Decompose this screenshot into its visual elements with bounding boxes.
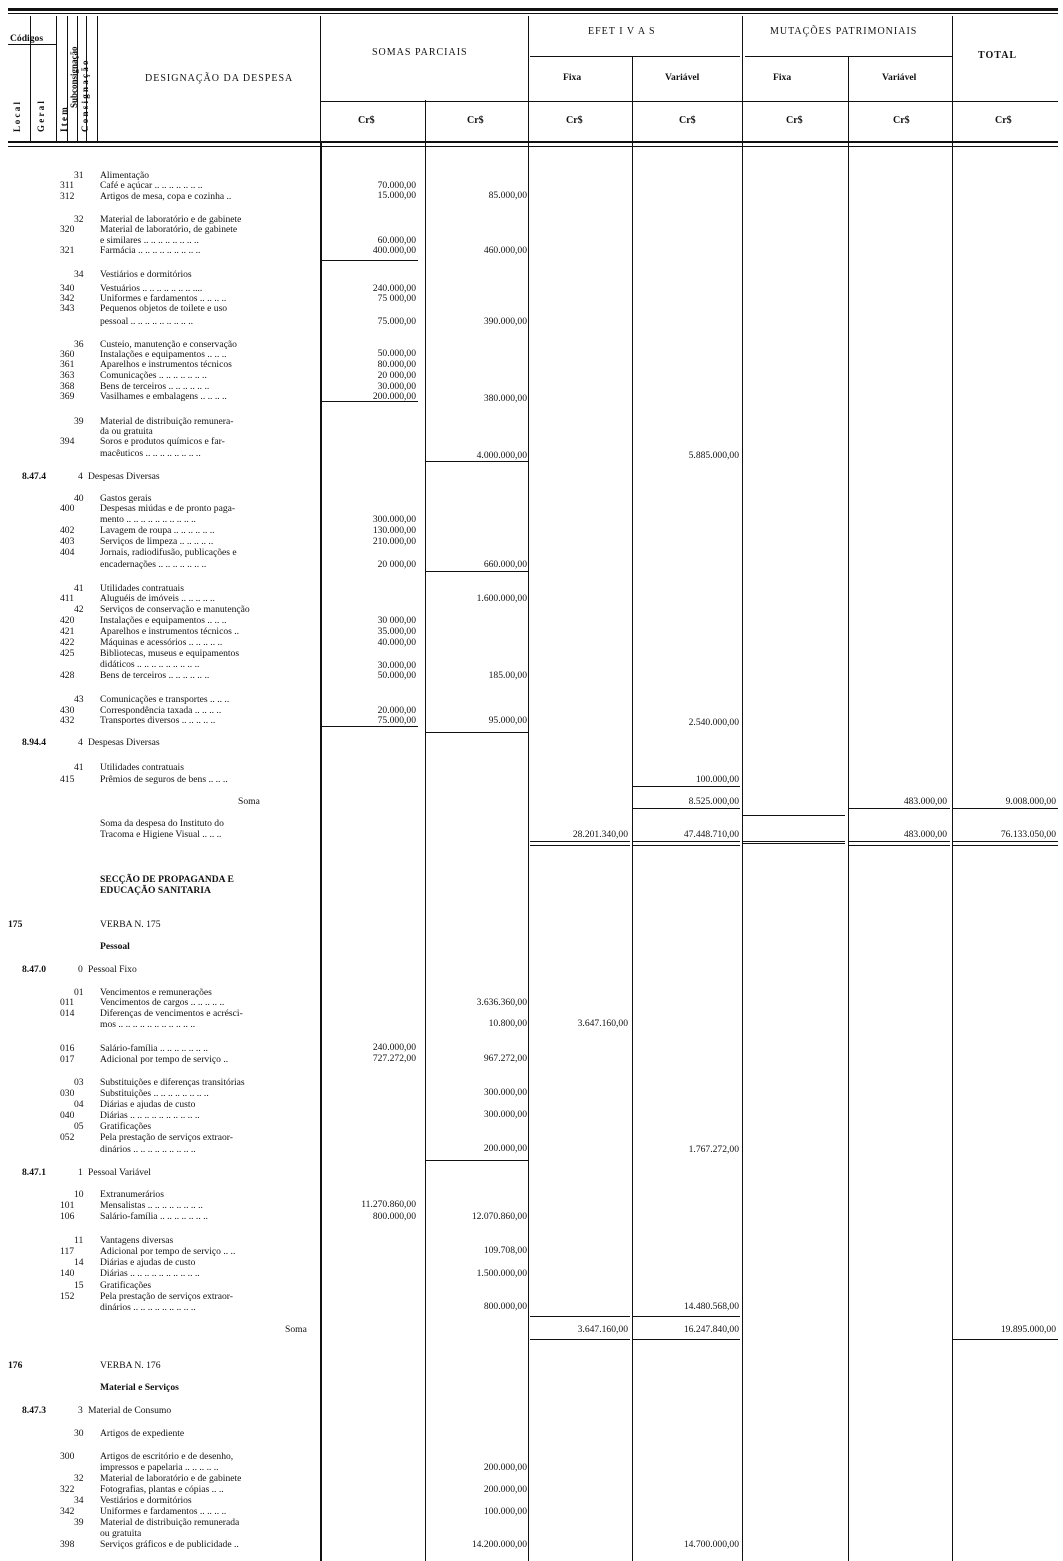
column-line [742,16,743,1561]
code-item: 420 [60,615,75,626]
partial-sum-1: 30.000,00 [377,660,416,671]
code-subconsignacao: 4 [78,471,83,482]
expense-description: Gratificações [100,1280,152,1291]
header-bottom-rule [8,141,1058,143]
expense-description: Vasilhames e embalagens .. .. .. .. [100,391,227,402]
partial-sum-2: 4.000.000,00 [476,450,527,461]
top-border [8,8,1058,11]
code-item: 428 [60,670,75,681]
expense-description: dinários .. .. .. .. .. .. .. .. .. [100,1302,196,1313]
expense-description: SECÇÃO DE PROPAGANDA E [100,874,234,885]
code-item: 361 [60,359,75,370]
expense-description: Soros e produtos químicos e far- [100,436,225,447]
efetiva-fixa-value: 3.647.160,00 [577,1324,628,1335]
code-item: 140 [60,1268,75,1279]
subtotal-rule [320,260,418,261]
partial-sum-1: 30.000,00 [377,381,416,392]
expense-description: Uniformes e fardamentos .. .. .. .. [100,1506,227,1517]
code-local: 8.47.3 [22,1405,46,1416]
code-item: 425 [60,648,75,659]
partial-sum-1: 75.000,00 [377,316,416,327]
currency-somas-1: Cr$ [358,115,375,126]
code-item: 368 [60,381,75,392]
designacao-right-line [320,141,322,1561]
partial-sum-2: 3.636.360,00 [476,997,527,1008]
partial-sum-1: 70.000,00 [377,180,416,191]
partial-sum-1: 15.000,00 [377,190,416,201]
mutacao-variavel-value: 483.000,00 [903,829,947,840]
subtotal-rule [952,845,1058,846]
code-item: 342 [60,293,75,304]
subtotal-rule [425,571,528,572]
code-item: 011 [60,997,75,1008]
expense-description: Adicional por tempo de serviço .. .. [100,1246,236,1257]
total-value: 76.133.050,00 [1000,829,1056,840]
partial-sum-1: 20.000,00 [377,705,416,716]
expense-description: EDUCAÇÃO SANITARIA [100,885,211,896]
header-bottom-rule-inner [8,146,1058,147]
expense-description: Diárias e ajudas de custo [100,1099,196,1110]
code-item: 030 [60,1088,75,1099]
expense-description: Lavagem de roupa .. .. .. .. .. .. [100,525,215,536]
partial-sum-1: 60.000,00 [377,235,416,246]
code-item: 400 [60,503,75,514]
efetiva-variavel-value: 5.885.000,00 [688,450,739,461]
mutacoes-label: MUTAÇÕES PATRIMONIAIS [770,26,918,37]
partial-sum-2: 95.000,00 [488,715,527,726]
code-item: 404 [60,547,75,558]
subtotal-rule [742,843,845,844]
code-item: 312 [60,191,75,202]
designacao-label: DESIGNAÇÃO DA DESPESA [145,73,294,84]
partial-sum-2: 660.000,00 [483,559,527,570]
partial-sum-1: 400.000,00 [372,245,416,256]
expense-description: Jornais, radiodifusão, publicações e [100,547,237,558]
subtotal-rule [320,726,418,727]
code-item: 363 [60,370,75,381]
expense-description: Vencimentos e remunerações [100,987,212,998]
expense-description: Salário-família .. .. .. .. .. .. .. [100,1043,208,1054]
code-subconsignacao: 36 [74,339,84,350]
section-heading: Pessoal Variável [88,1167,151,1178]
efetiva-variavel-value: 100.000,00 [695,774,739,785]
code-local: 8.47.4 [22,471,46,482]
local-label: L o c a l [12,101,22,132]
partial-sum-1: 200.000,00 [372,391,416,402]
code-item: 014 [60,1008,75,1019]
expense-description: Comunicações e transportes .. .. .. [100,694,230,705]
expense-description: Bibliotecas, museus e equipamentos [100,648,240,659]
efetiva-fixa-value: 3.647.160,00 [577,1018,628,1029]
mutacoes-rule [745,56,953,57]
partial-sum-1: 50.000,00 [377,670,416,681]
efetiva-variavel-value: 16.247.840,00 [683,1324,739,1335]
expense-description: Substituições e diferenças transitórias [100,1077,245,1088]
code-item: 300 [60,1451,75,1462]
subtotal-rule [952,808,1058,809]
code-item: 430 [60,705,75,716]
efetiva-fixa-value: 28.201.340,00 [572,829,628,840]
partial-sum-1: 130.000,00 [372,525,416,536]
item-label: I t e m [59,107,69,132]
expense-description: Material e Serviços [100,1382,179,1393]
code-item: 052 [60,1132,75,1143]
partial-sum-1: 50.000,00 [377,348,416,359]
code-item: 411 [60,593,75,604]
column-line [97,16,98,141]
code-subconsignacao: 30 [74,1428,84,1439]
code-local: 175 [8,919,23,930]
expense-description: Prêmios de seguros de bens .. .. .. [100,774,228,785]
column-line [528,16,529,1561]
variavel-label: Variável [665,72,700,83]
expense-description: Soma da despesa do Instituto do [100,818,224,829]
code-item: 152 [60,1291,75,1302]
code-subconsignacao: 04 [74,1099,84,1110]
code-subconsignacao: 42 [74,604,84,615]
code-item: 040 [60,1110,75,1121]
code-item: 343 [60,303,75,314]
partial-sum-2: 300.000,00 [483,1109,527,1120]
expense-description: Mensalistas .. .. .. .. .. .. .. .. [100,1200,203,1211]
efetiva-variavel-value: 14.700.000,00 [683,1539,739,1550]
partial-sum-1: 35.000,00 [377,626,416,637]
subtotal-rule [848,845,950,846]
code-item: 340 [60,283,75,294]
partial-sum-1: 75 000,00 [377,293,416,304]
expense-description: Uniformes e fardamentos .. .. .. .. [100,293,227,304]
expense-description: Alimentação [100,170,150,181]
efetiva-variavel-value: 14.480.568,00 [683,1301,739,1312]
subtotal-rule [632,845,740,846]
partial-sum-1: 80.000,00 [377,359,416,370]
expense-description: VERBA N. 176 [100,1360,161,1371]
expense-description: Extranumerários [100,1189,164,1200]
expense-description: Bens de terceiros .. .. .. .. .. .. [100,670,210,681]
expense-description: Tracoma e Higiene Visual .. .. .. [100,829,222,840]
partial-sum-2: 800.000,00 [483,1301,527,1312]
partial-sum-1: 30 000,00 [377,615,416,626]
partial-sum-1: 20 000,00 [377,559,416,570]
currency-efetiva-fixa: Cr$ [566,115,583,126]
currency-rule [320,101,1058,102]
mut-variavel-label: Variável [882,72,917,83]
partial-sum-2: 85.000,00 [488,190,527,201]
partial-sum-2: 109.708,00 [483,1245,527,1256]
expense-description: Utilidades contratuais [100,762,184,773]
subtotal-rule [530,845,630,846]
code-item: 017 [60,1054,75,1065]
expense-description: Diárias e ajudas de custo [100,1257,196,1268]
expense-description: mos .. .. .. .. .. .. .. .. .. .. .. [100,1019,196,1030]
code-local: 8.94.4 [22,737,46,748]
currency-efetiva-variavel: Cr$ [679,115,696,126]
code-subconsignacao: 1 [78,1167,83,1178]
code-item: 422 [60,637,75,648]
expense-description: Custeio, manutenção e conservação [100,339,237,350]
expense-description: Serviços gráficos e de publicidade .. [100,1539,239,1550]
subtotal-rule [632,1316,740,1317]
subtotal-rule [632,1339,740,1340]
code-subconsignacao: 31 [74,170,84,181]
subtotal-rule [848,808,950,809]
expense-description: Vestiários e dormitórios [100,269,192,280]
code-subconsignacao: 41 [74,583,84,594]
code-subconsignacao: 40 [74,493,84,504]
expense-description: Vestuários .. .. .. .. .. .. .. .... [100,283,203,294]
code-item: 322 [60,1484,75,1495]
subtotal-rule [425,732,528,733]
expense-description: Aparelhos e instrumentos técnicos .. [100,626,240,637]
partial-sum-1: 240.000,00 [372,1042,416,1053]
code-item: 403 [60,536,75,547]
code-subconsignacao: 39 [74,1517,84,1528]
subtotal-label: Soma [238,796,260,807]
efetiva-variavel-value: 1.767.272,00 [688,1144,739,1155]
expense-description: Pela prestação de serviços extraor- [100,1291,233,1302]
code-subconsignacao: 14 [74,1257,84,1268]
code-subconsignacao: 05 [74,1121,84,1132]
expense-description: Material de laboratório, de gabinete [100,224,238,235]
partial-sum-1: 40.000,00 [377,637,416,648]
expense-description: Vestiários e dormitórios [100,1495,192,1506]
code-subconsignacao: 3 [78,1405,83,1416]
currency-total: Cr$ [995,115,1012,126]
subtotal-rule [530,841,630,842]
codigos-label: Códigos [10,33,44,44]
expense-description: Gratificações [100,1121,152,1132]
expense-description: Adicional por tempo de serviço .. [100,1054,229,1065]
partial-sum-2: 1.600.000,00 [476,593,527,604]
subtotal-label: Soma [285,1324,307,1335]
partial-sum-2: 200.000,00 [483,1484,527,1495]
section-heading: Despesas Diversas [88,737,160,748]
code-subconsignacao: 41 [74,762,84,773]
expense-description: Material de distribuição remunerada [100,1517,240,1528]
partial-sum-2: 300.000,00 [483,1087,527,1098]
expense-description: dinários .. .. .. .. .. .. .. .. .. [100,1144,196,1155]
expense-description: Serviços de limpeza .. .. .. .. .. [100,536,214,547]
code-subconsignacao: 34 [74,269,84,280]
efetiva-variavel-value: 2.540.000,00 [688,717,739,728]
code-subconsignacao: 03 [74,1077,84,1088]
partial-sum-2: 967.272,00 [483,1053,527,1064]
fixa-label: Fixa [563,72,582,83]
code-item: 394 [60,436,75,447]
expense-description: Diárias .. .. .. .. .. .. .. .. .. .. [100,1110,200,1121]
expense-description: e similares .. .. .. .. .. .. .. .. [100,235,199,246]
code-item: 421 [60,626,75,637]
total-value: 19.895.000,00 [1000,1324,1056,1335]
efetiva-variavel-value: 47.448.710,00 [683,829,739,840]
code-subconsignacao: 10 [74,1189,84,1200]
code-local: 176 [8,1360,23,1371]
subtotal-rule [425,1160,528,1161]
code-subconsignacao: 0 [78,964,83,975]
expense-description: Máquinas e acessórios .. .. .. .. .. [100,637,223,648]
codigos-rule [8,44,56,45]
expense-description: Vencimentos de cargos .. .. .. .. .. [100,997,225,1008]
expense-description: didáticos .. .. .. .. .. .. .. .. .. [100,659,200,670]
mutacao-variavel-value: 483.000,00 [903,796,947,807]
subtotal-rule [848,841,950,842]
code-item: 106 [60,1211,75,1222]
expense-description: Material de laboratório e de gabinete [100,1473,242,1484]
expense-description: mento .. .. .. .. .. .. .. .. .. .. [100,514,196,525]
column-line [425,100,426,1561]
currency-mutacao-variavel: Cr$ [893,115,910,126]
code-item: 311 [60,180,75,191]
expense-description: Pequenos objetos de toilete e uso [100,303,228,314]
efetivas-label: EFET I V A S [588,26,656,37]
expense-description: Correspondência taxada .. .. .. .. [100,705,222,716]
partial-sum-2: 200.000,00 [483,1462,527,1473]
expense-description: da ou gratuita [100,426,153,437]
expense-description: Material de laboratório e de gabinete [100,214,242,225]
section-heading: Material de Consumo [88,1405,172,1416]
expense-description: encadernações .. .. .. .. .. .. .. [100,559,207,570]
code-subconsignacao: 11 [74,1235,84,1246]
consignacao-label: C o n s i g n a ç ã o [80,60,90,132]
column-line [56,16,57,141]
subtotal-rule [425,461,528,462]
expense-description: Aparelhos e instrumentos técnicos [100,359,232,370]
code-item: 117 [60,1246,75,1257]
partial-sum-1: 210.000,00 [372,536,416,547]
expense-description: VERBA N. 175 [100,919,161,930]
code-item: 360 [60,349,75,360]
partial-sum-2: 390.000,00 [483,316,527,327]
partial-sum-2: 1.500.000,00 [476,1268,527,1279]
subtotal-rule [742,841,845,842]
partial-sum-2: 14.200.000,00 [471,1539,527,1550]
somas-parciais-label: SOMAS PARCIAIS [372,47,468,58]
partial-sum-2: 460.000,00 [483,245,527,256]
subtotal-rule [320,401,418,402]
expense-description: pessoal .. .. .. .. .. .. .. .. .. [100,316,194,327]
expense-description: Farmácia .. .. .. .. .. .. .. .. .. [100,245,201,256]
expense-description: Salário-família .. .. .. .. .. .. .. [100,1211,208,1222]
partial-sum-2: 10.800,00 [488,1018,527,1029]
subtotal-rule [530,1339,630,1340]
expense-description: Aluguéis de imóveis .. .. .. .. .. [100,593,215,604]
partial-sum-1: 240.000,00 [372,283,416,294]
expense-description: Diárias .. .. .. .. .. .. .. .. .. .. [100,1268,200,1279]
partial-sum-1: 20 000,00 [377,370,416,381]
mut-fixa-label: Fixa [773,72,792,83]
efetiva-variavel-value: 8.525.000,00 [688,796,739,807]
total-label: TOTAL [978,50,1018,61]
code-item: 016 [60,1043,75,1054]
partial-sum-1: 75.000,00 [377,715,416,726]
partial-sum-1: 11.270.860,00 [361,1199,416,1210]
expense-description: Diferenças de vencimentos e acrésci- [100,1008,243,1019]
expense-description: Utilidades contratuais [100,583,184,594]
expense-description: Material de distribuição remunera- [100,416,234,427]
partial-sum-2: 12.070.860,00 [471,1211,527,1222]
partial-sum-1: 800.000,00 [372,1211,416,1222]
code-item: 320 [60,224,75,235]
code-subconsignacao: 43 [74,694,84,705]
expense-description: Serviços de conservação e manutenção [100,604,250,615]
section-heading: Pessoal Fixo [88,964,137,975]
expense-description: Pela prestação de serviços extraor- [100,1132,233,1143]
code-item: 369 [60,391,75,402]
partial-sum-2: 185.00,00 [488,670,527,681]
expense-description: Instalações e equipamentos .. .. .. [100,615,227,626]
code-subconsignacao: 32 [74,214,84,225]
code-subconsignacao: 39 [74,416,84,427]
total-value: 9.008.000,00 [1005,796,1056,807]
expense-description: Instalações e equipamentos .. .. .. [100,349,227,360]
partial-sum-2: 200.000,00 [483,1143,527,1154]
expense-description: Gastos gerais [100,493,152,504]
subtotal-rule [952,841,1058,842]
code-item: 342 [60,1506,75,1517]
code-subconsignacao: 15 [74,1280,84,1291]
section-heading: Despesas Diversas [88,471,160,482]
code-subconsignacao: 32 [74,1473,84,1484]
expense-description: Bens de terceiros .. .. .. .. .. .. [100,381,210,392]
code-item: 101 [60,1200,75,1211]
partial-sum-2: 100.000,00 [483,1506,527,1517]
subtotal-rule [632,841,740,842]
subtotal-rule [632,808,740,809]
partial-sum-1: 727.272,00 [372,1053,416,1064]
code-local: 8.47.0 [22,964,46,975]
code-item: 432 [60,715,75,726]
expense-description: Pessoal [100,941,130,952]
currency-mutacao-fixa: Cr$ [786,115,803,126]
expense-description: Fotografias, plantas e cópias .. .. [100,1484,224,1495]
expense-description: Artigos de expediente [100,1428,185,1439]
code-subconsignacao: 4 [78,737,83,748]
efetivas-rule [530,56,740,57]
expense-description: macêuticos .. .. .. .. .. .. .. .. [100,448,201,459]
column-line [952,16,953,1561]
partial-sum-2: 380.000,00 [483,393,527,404]
code-item: 321 [60,245,75,256]
expense-description: Artigos de escritório e de desenho, [100,1451,234,1462]
code-subconsignacao: 34 [74,1495,84,1506]
expense-description: Comunicações .. .. .. .. .. .. .. [100,370,207,381]
code-local: 8.47.1 [22,1167,46,1178]
subtotal-rule [530,1316,630,1317]
partial-sum-1: 300.000,00 [372,514,416,525]
code-item: 415 [60,774,75,785]
expense-description: Vantagens diversas [100,1235,174,1246]
expense-description: impressos e papelaria .. .. .. .. .. [100,1462,219,1473]
currency-somas-2: Cr$ [467,115,484,126]
code-subconsignacao: 01 [74,987,84,998]
code-item: 402 [60,525,75,536]
expense-description: Artigos de mesa, copa e cozinha .. [100,191,232,202]
subconsignacao-label: Subconsignação [69,46,79,108]
expense-description: Transportes diversos .. .. .. .. .. [100,715,216,726]
subtotal-rule [952,1339,1058,1340]
top-border-inner [8,13,1058,14]
subtotal-rule [742,815,845,816]
code-item: 398 [60,1539,75,1550]
subtotal-rule [632,786,740,787]
expense-description: ou gratuita [100,1528,142,1539]
expense-description: Despesas miúdas e de pronto paga- [100,503,236,514]
expense-description: Café e açúcar .. .. .. .. .. .. .. [100,180,203,191]
expense-description: Substituições .. .. .. .. .. .. .. .. [100,1088,209,1099]
geral-label: G e r a l [36,101,46,132]
